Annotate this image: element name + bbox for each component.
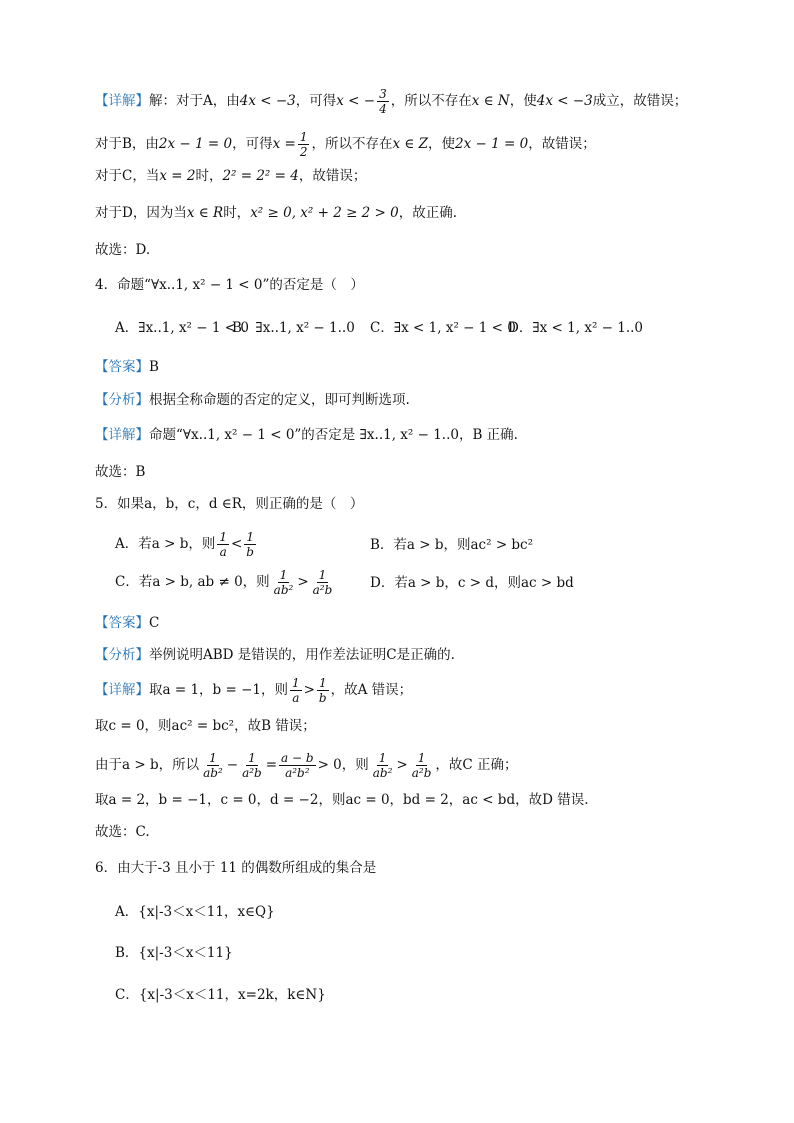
denominator: a²b²: [285, 766, 310, 780]
operator: <: [230, 536, 243, 552]
q4-analysis: [95, 390, 410, 410]
text: ，使: [509, 93, 537, 109]
fraction: [272, 568, 296, 597]
q3-detail-line1: [95, 87, 687, 116]
answer-value: C: [149, 615, 160, 631]
q4-option-c: C．∃x < 1, x² − 1 < 0: [370, 320, 516, 336]
math: 2² = 2² = 4: [222, 168, 299, 184]
detail-tag: 【详解】: [95, 93, 149, 109]
numerator: 1: [279, 568, 288, 582]
detail-text: 命题“∀x..1, x² − 1 < 0”的否定是 ∃x..1, x² − 1..0，B 正确.: [149, 427, 518, 443]
q4-option-d: D．∃x < 1, x² − 1..0: [508, 320, 644, 336]
q6-option-b: B．{x|-3＜x＜11}: [115, 945, 233, 961]
math: x² ≥ 0, x² + 2 ≥ 2 > 0: [250, 205, 399, 221]
text: ，故正确.: [398, 205, 458, 221]
text: 解：对于A，由: [149, 93, 240, 109]
fraction: [240, 751, 264, 780]
denominator: 2: [299, 145, 308, 159]
q4-detail: [95, 425, 518, 445]
text: ，所以不存在: [390, 93, 472, 109]
answer-value: B: [149, 359, 159, 375]
q5-choice: 故选：C.: [95, 824, 150, 840]
analysis-text: 根据全称命题的否定的定义，即可判断选项.: [149, 392, 410, 408]
q4-option-a: A．∃x..1, x² − 1 < 0: [115, 320, 249, 336]
fraction: [201, 751, 225, 780]
numerator: a − b: [281, 751, 314, 765]
analysis-tag: 【分析】: [95, 392, 149, 408]
q5-option-d: D．若a > b，c > d，则ac > bd: [370, 575, 574, 591]
numerator: 1: [209, 751, 217, 765]
operator: >: [297, 574, 309, 590]
q5-detail-line2: 取c = 0，则ac² = bc²，故B 错误；: [95, 718, 316, 734]
denominator: a²b: [242, 766, 262, 780]
operator: =: [265, 757, 278, 773]
analysis-text: 举例说明ABD 是错误的，用作差法证明C是正确的.: [149, 647, 455, 663]
denominator: 4: [379, 102, 387, 116]
numerator: 1: [318, 676, 327, 690]
fraction: [244, 530, 256, 559]
q4-stem: 4．命题“∀x..1, x² − 1 < 0”的否定是（ ）: [95, 277, 364, 293]
q5-option-c: [115, 568, 336, 597]
text: ，可得: [295, 93, 337, 109]
math: x ∈ Z: [392, 136, 429, 152]
fraction: [410, 751, 434, 780]
q6-stem: 6．由大于-3 且小于 11 的偶数所组成的集合是: [95, 860, 377, 876]
math: x < −: [336, 93, 376, 109]
text: ，故错误；: [528, 136, 596, 152]
numerator: 1: [219, 530, 227, 544]
detail-tag: 【详解】: [95, 682, 149, 698]
math: x ∈ R: [186, 205, 224, 221]
q3-detail-line3: [95, 166, 366, 186]
text: 对于B，由: [95, 136, 159, 152]
numerator: 1: [378, 751, 387, 765]
text: ，故C 正确；: [435, 757, 518, 773]
text: 成立，故错误；: [592, 93, 688, 109]
q4-option-b: B．∃x..1, x² − 1..0: [232, 320, 355, 336]
option-text: A．若a > b，则: [115, 536, 216, 552]
fraction: [290, 676, 302, 705]
operator: −: [226, 757, 239, 773]
q5-answer: [95, 613, 159, 633]
text: ，故A 错误；: [330, 682, 413, 698]
math: x ∈ N: [471, 93, 510, 109]
analysis-tag: 【分析】: [95, 647, 149, 663]
text: > 0，则: [317, 757, 369, 773]
detail-tag: 【详解】: [95, 427, 149, 443]
math: x =: [272, 136, 296, 152]
denominator: ab²: [372, 766, 393, 780]
q5-option-a: [115, 530, 258, 559]
text: 对于C，当: [95, 168, 160, 184]
math: 2x − 1 = 0: [455, 136, 529, 152]
math: x = 2: [159, 168, 196, 184]
q5-detail-line1: [95, 676, 412, 705]
numerator: 1: [318, 568, 327, 582]
q3-detail-line2: [95, 130, 596, 159]
fraction: [298, 130, 310, 159]
fraction: [377, 87, 389, 116]
q5-detail-line3: [95, 751, 518, 780]
q5-analysis: [95, 645, 455, 665]
denominator: a²b: [312, 583, 333, 597]
fraction: [279, 751, 316, 780]
math: 2x − 1 = 0: [158, 136, 233, 152]
q5-option-b: B．若a > b，则ac² > bc²: [370, 537, 534, 553]
q4-choice: 故选：B: [95, 464, 146, 480]
answer-tag: 【答案】: [95, 615, 149, 631]
fraction: [371, 751, 395, 780]
denominator: ab²: [203, 766, 223, 780]
answer-tag: 【答案】: [95, 359, 149, 375]
denominator: ab²: [273, 583, 294, 597]
numerator: 1: [246, 530, 254, 544]
fraction: [317, 676, 329, 705]
text: 对于D，因为当: [95, 205, 187, 221]
text: 由于a > b，所以: [95, 757, 200, 773]
text: ，故错误；: [298, 168, 367, 184]
numerator: 1: [248, 751, 256, 765]
q5-stem: 5．如果a，b，c，d ∈R，则正确的是（ ）: [95, 496, 364, 512]
denominator: a²b: [411, 766, 432, 780]
math: 4x < −3: [239, 93, 296, 109]
fraction: [311, 568, 335, 597]
denominator: b: [246, 545, 254, 559]
fraction: [217, 530, 229, 559]
text: ，可得: [232, 136, 273, 152]
numerator: 3: [379, 87, 387, 101]
q6-option-a: A．{x|-3＜x＜11，x∈Q}: [115, 904, 275, 920]
text: ，所以不存在: [311, 136, 393, 152]
text: 时，: [223, 205, 251, 221]
option-text: C．若a > b, ab ≠ 0，则: [115, 574, 270, 590]
denominator: b: [318, 691, 327, 705]
q6-option-c: C．{x|-3＜x＜11，x=2k，k∈N}: [115, 987, 326, 1003]
denominator: a: [219, 545, 227, 559]
numerator: 1: [417, 751, 426, 765]
q5-detail-line4: 取a = 2，b = −1，c = 0，d = −2，则ac = 0，bd = 2，ac < bd，故D 错误.: [95, 792, 589, 808]
math: 4x < −3: [536, 93, 593, 109]
numerator: 1: [299, 130, 308, 144]
q4-answer: [95, 357, 159, 377]
q3-detail-line4: [95, 203, 457, 223]
text: 时，: [195, 168, 223, 184]
numerator: 1: [291, 676, 300, 690]
operator: >: [303, 682, 315, 698]
text: 取a = 1，b = −1，则: [149, 682, 288, 698]
q3-choice: 故选：D.: [95, 242, 151, 258]
operator: >: [396, 757, 408, 773]
text: ，使: [428, 136, 456, 152]
denominator: a: [292, 691, 300, 705]
